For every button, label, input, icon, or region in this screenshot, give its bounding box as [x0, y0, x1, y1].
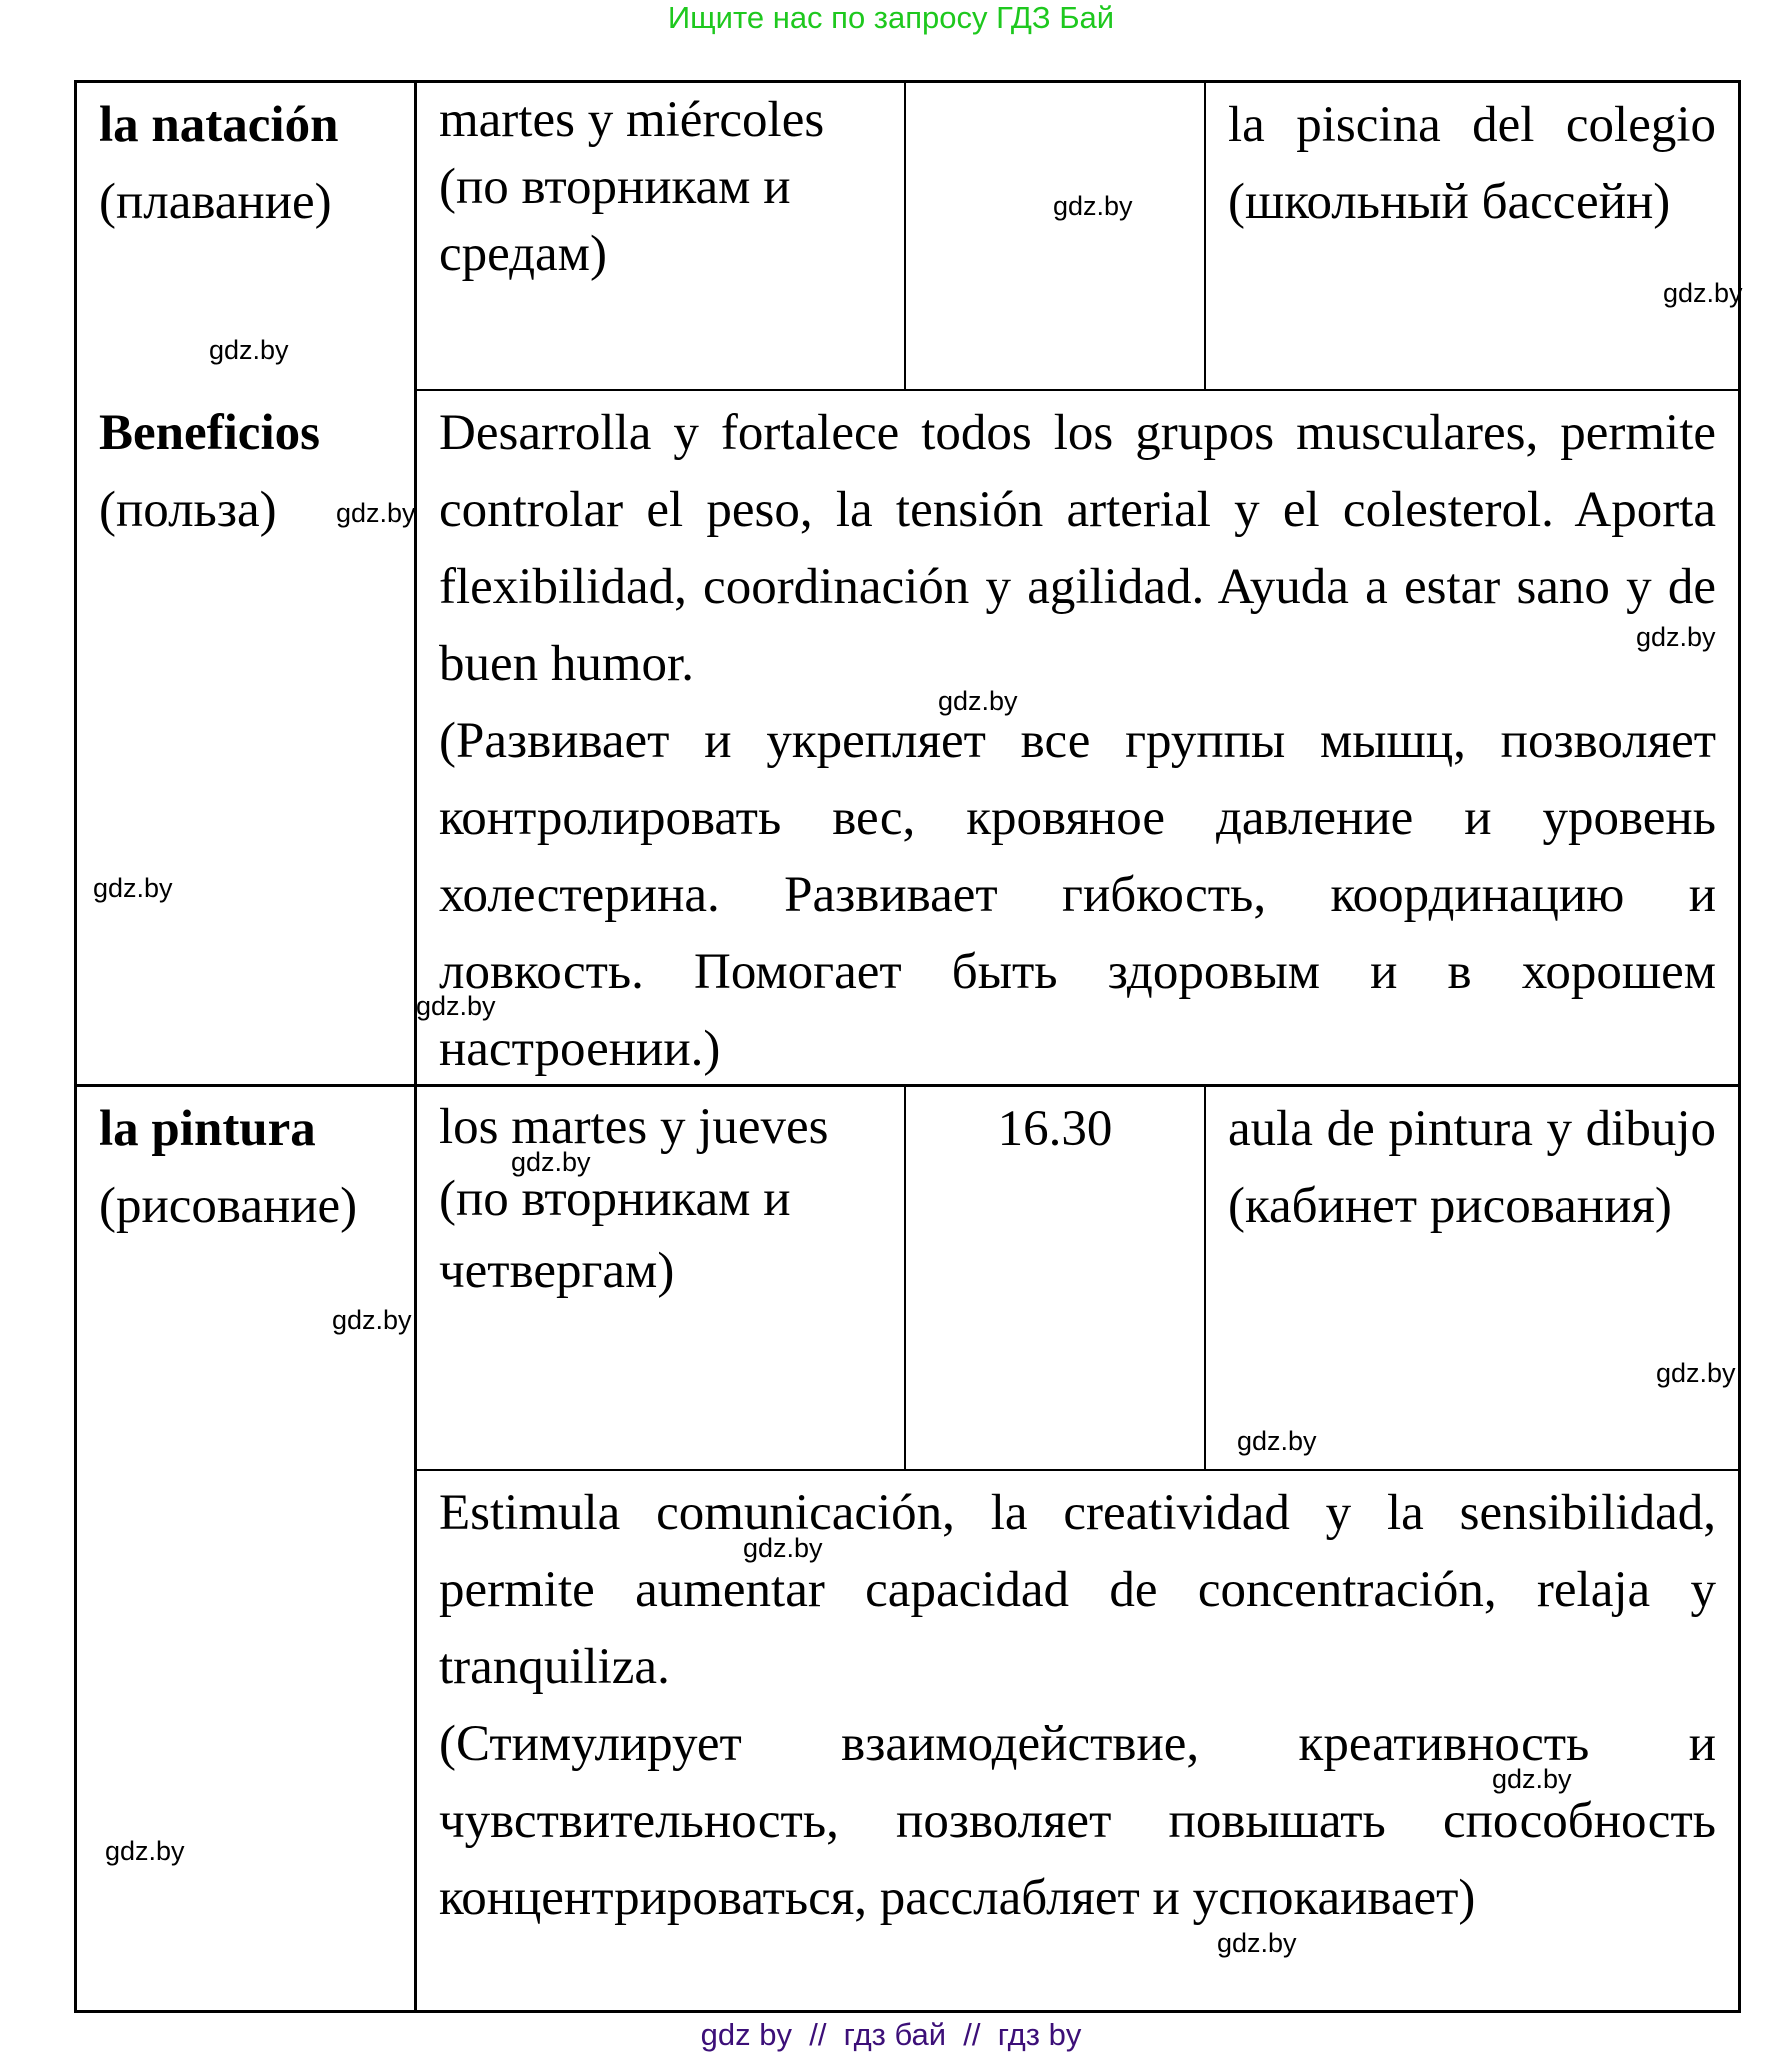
benefits-label-translation: (польза)	[99, 482, 277, 538]
benefits-cell	[417, 1471, 1738, 1937]
watermark: gdz.by	[743, 1533, 823, 1563]
days-cell: martes y miércoles (по вторникам и средам)	[439, 92, 825, 282]
activity-translation: (рисование)	[99, 1178, 358, 1234]
watermark: gdz.by	[1217, 1928, 1297, 1958]
watermark: gdz.by	[1636, 622, 1716, 652]
activity-cell	[77, 83, 414, 241]
table-border-left	[74, 80, 77, 2013]
watermark: gdz.by	[1492, 1764, 1572, 1794]
table-border-right	[1738, 80, 1741, 2013]
watermark: gdz.by	[511, 1147, 591, 1177]
watermark: gdz.by	[1237, 1426, 1317, 1456]
benefits-russian: (Стимулирует взаимодействие, креативность и чувствительность, позволяет повышать способность концентрироваться, расслабляет и успокаивает)	[439, 1716, 1716, 1926]
activity-translation: (плавание)	[99, 174, 332, 230]
place-cell: la piscina del colegio (школьный бассейн)	[1228, 97, 1716, 230]
watermark: gdz.by	[938, 686, 1018, 716]
days-cell: los martes y jueves (по вторникам и четвергам)	[439, 1099, 829, 1299]
watermark: gdz.by	[1053, 191, 1133, 221]
table-border-bottom	[75, 2010, 1741, 2013]
watermark: gdz.by	[105, 1836, 185, 1866]
watermark: gdz.by	[1663, 278, 1743, 308]
benefits-russian: (Развивает и укрепляет все группы мышц, позволяет контролировать вес, кровяное давление и уровень холестерина. Развивает гибкость, координацию и ловкость. Помогает быть здоровым и в хорошем настроении.)	[439, 713, 1716, 1077]
watermark: gdz.by	[336, 498, 416, 528]
watermark: gdz.by	[416, 991, 496, 1021]
benefits-cell	[417, 391, 1738, 1088]
activity-name: la natación	[99, 97, 339, 153]
time-cell: 16.30	[997, 1101, 1113, 1157]
footer-links: gdz by // гдз бай // гдз by	[700, 2017, 1082, 2052]
activity-cell	[77, 1087, 414, 1245]
watermark: gdz.by	[1656, 1358, 1736, 1388]
benefits-label: Beneficios	[99, 405, 320, 461]
benefits-spanish: Estimula comunicación, la creatividad y la sensibilidad, permite aumentar capacidad de concentración, relaja y tranquiliza.	[439, 1485, 1716, 1695]
search-hint-banner: Ищите нас по запросу ГДЗ Бай	[667, 0, 1115, 35]
time-cell	[906, 83, 1204, 87]
watermark: gdz.by	[93, 873, 173, 903]
activity-name: la pintura	[99, 1101, 316, 1157]
column-divider	[904, 80, 906, 390]
place-cell: aula de pintura y dibujo (кабинет рисования)	[1228, 1101, 1716, 1234]
watermark: gdz.by	[209, 335, 289, 365]
watermark: gdz.by	[332, 1305, 412, 1335]
benefits-spanish: Desarrolla y fortalece todos los grupos musculares, permite controlar el peso, la tensión arterial y el colesterol. Aporta flexibilidad, coordinación y agilidad. Ayuda a estar sano y de buen humor.	[439, 405, 1716, 692]
